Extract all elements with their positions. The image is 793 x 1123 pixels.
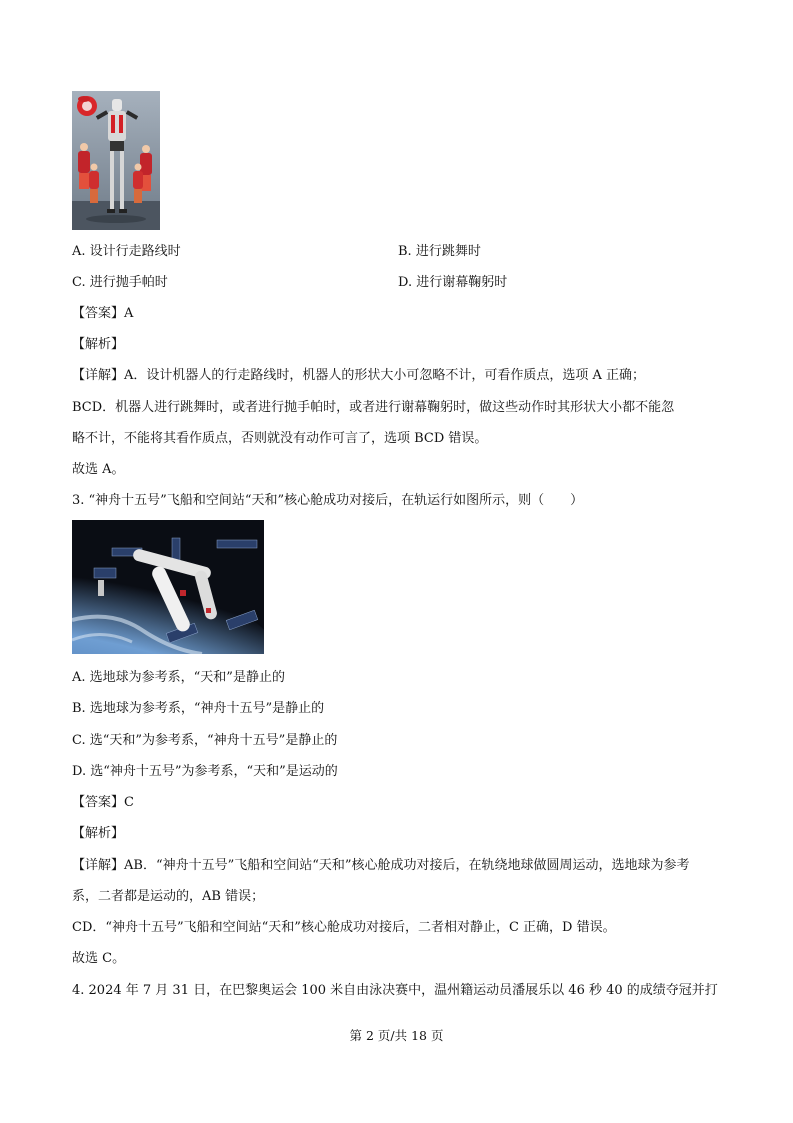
- q3-option-b: B. 选地球为参考系，“神舟十五号”是静止的: [72, 701, 325, 716]
- detail-label: 【详解】: [72, 858, 125, 873]
- q2-analysis-label: 【解析】: [72, 337, 125, 352]
- q2-detail-line-2: BCD．机器人进行跳舞时，或者进行抛手帕时，或者进行谢幕鞠躬时，做这些动作时其形状大小都不能忽: [72, 400, 675, 415]
- q4-stem: 4. 2024 年 7 月 31 日，在巴黎奥运会 100 米自由泳决赛中，温州籍运动员潘展乐以 46 秒 40 的成绩夺冠并打: [72, 983, 718, 998]
- q3-detail-line-1: [72, 857, 690, 875]
- q3-detail-line-3: CD．“神舟十五号”飞船和空间站“天和”核心舱成功对接后，二者相对静止，C 正确，D 错误。: [72, 920, 616, 935]
- answer-value: A: [124, 306, 134, 321]
- q3-answer: [72, 794, 134, 812]
- q3-detail-line-2: 系，二者都是运动的，AB 错误；: [72, 889, 265, 904]
- q2-detail-line-3: 略不计，不能将其看作质点，否则就没有动作可言了，选项 BCD 错误。: [72, 431, 488, 446]
- q3-option-d: D. 选“神舟十五号”为参考系，“天和”是运动的: [72, 764, 338, 779]
- answer-label: 【答案】: [72, 306, 125, 321]
- q2-answer: [72, 305, 133, 323]
- q3-option-a: A. 选地球为参考系，“天和”是静止的: [72, 670, 285, 685]
- answer-value: C: [124, 795, 134, 810]
- page-footer: 第 2 页/共 18 页: [349, 1028, 444, 1043]
- q3-stem: 3. “神舟十五号”飞船和空间站“天和”核心舱成功对接后，在轨运行如图所示，则（ ）: [72, 493, 584, 508]
- q2-conclusion: 故选 A。: [72, 462, 125, 477]
- robot-dance-photo: [72, 91, 160, 230]
- space-station-photo: [72, 520, 264, 654]
- q2-option-a: A. 设计行走路线时: [72, 244, 181, 259]
- q2-option-b: B. 进行跳舞时: [398, 244, 481, 259]
- q2-option-c: C. 进行抛手帕时: [72, 275, 168, 290]
- detail-text: AB．“神舟十五号”飞船和空间站“天和”核心舱成功对接后，在轨绕地球做圆周运动，选地球为参考: [124, 858, 690, 873]
- detail-text: A．设计机器人的行走路线时，机器人的形状大小可忽略不计，可看作质点，选项 A 正确；: [124, 368, 646, 383]
- q3-analysis-label: 【解析】: [72, 826, 125, 841]
- answer-label: 【答案】: [72, 795, 125, 810]
- q2-option-d: D. 进行谢幕鞠躬时: [398, 275, 508, 290]
- q3-conclusion: 故选 C。: [72, 951, 126, 966]
- q2-detail-line-1: [72, 367, 645, 385]
- detail-label: 【详解】: [72, 368, 125, 383]
- q3-option-c: C. 选“天和”为参考系，“神舟十五号”是静止的: [72, 733, 338, 748]
